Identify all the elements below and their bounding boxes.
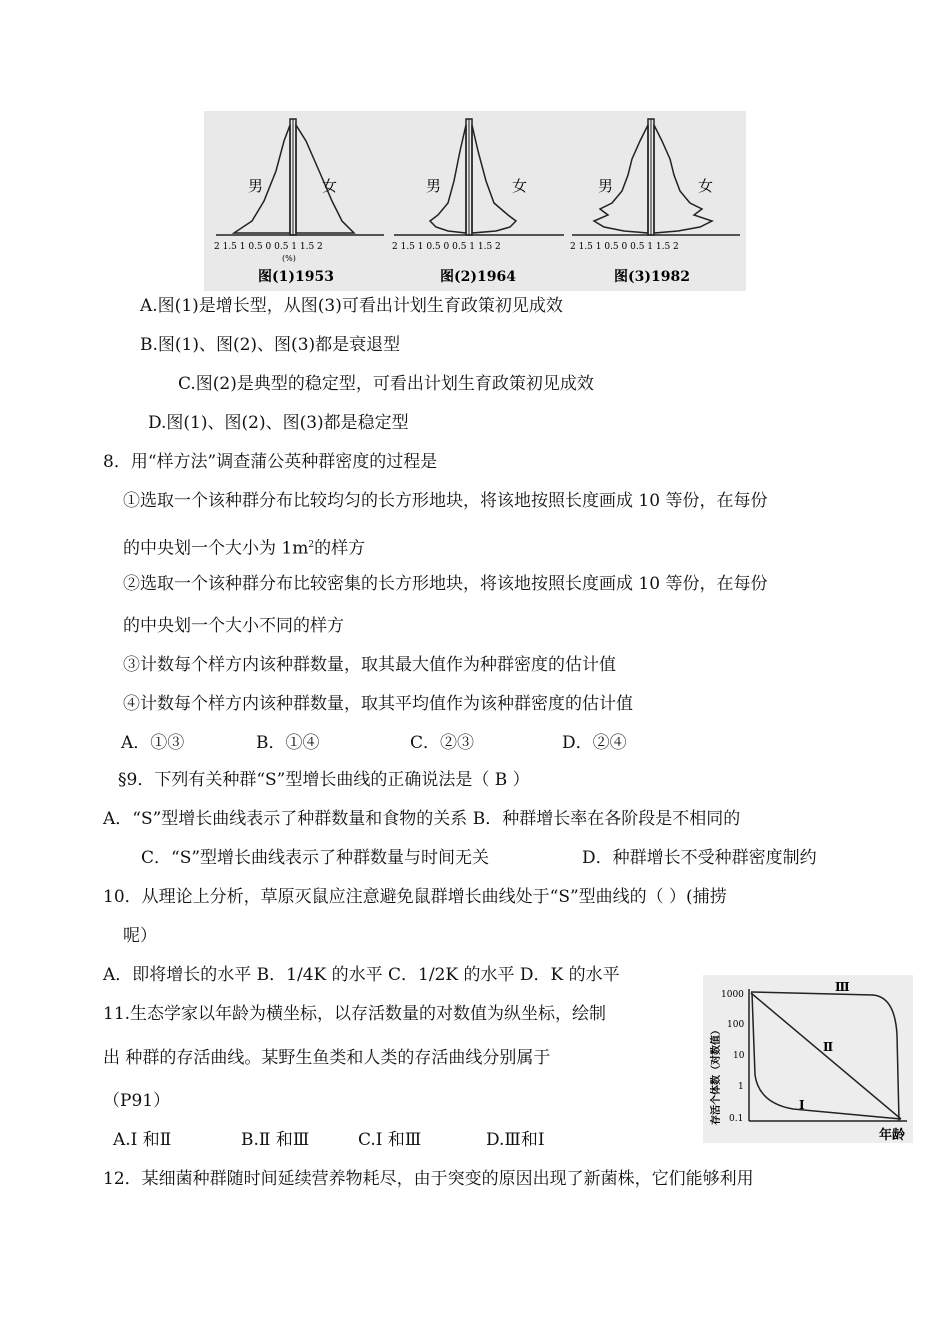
q8-statement-3: ③计数每个样方内该种群数量，取其最大值作为种群密度的估计值	[123, 655, 616, 675]
pyramids-svg	[204, 111, 746, 291]
q8-stem: 8．用“样方法”调查蒲公英种群密度的过程是	[103, 452, 438, 472]
q8-statement-1a: ①选取一个该种群分布比较均匀的长方形地块，将该地按照长度画成 10 等份，在每份	[123, 491, 768, 511]
pyramid-panel-1	[214, 119, 384, 285]
q11-option-a: A.Ⅰ 和Ⅱ	[113, 1130, 172, 1150]
survival-ytick-1000: 1000	[721, 990, 744, 1000]
q7-option-d: D.图(1)、图(2)、图(3)都是稳定型	[148, 413, 409, 433]
pyramid-panel-3	[570, 119, 740, 285]
q10-stem-line-2: 呢）	[123, 926, 157, 946]
q8-option-b: B．①④	[256, 733, 320, 753]
survival-label-II: Ⅱ	[823, 1040, 834, 1054]
pyramid-1-female: 女	[322, 177, 338, 195]
q8-statement-2a: ②选取一个该种群分布比较密集的长方形地块，将该地按照长度画成 10 等份，在每份	[123, 574, 768, 594]
q12-stem: 12．某细菌种群随时间延续营养物耗尽，由于突变的原因出现了新菌株，它们能够利用	[103, 1169, 754, 1189]
q11-option-b: B.Ⅱ 和Ⅲ	[241, 1130, 310, 1150]
q11-option-d: D.Ⅲ和Ⅰ	[486, 1130, 545, 1150]
q9-options-ab: A．“S”型增长曲线表示了种群数量和食物的关系 B．种群增长率在各阶段是不相同的	[103, 809, 741, 829]
pyramid-2-caption: 图(2)1964	[440, 269, 516, 285]
q9-option-d: D．种群增长不受种群密度制约	[582, 848, 817, 868]
pyramid-3-male: 男	[598, 177, 614, 195]
survival-xlabel: 年龄	[879, 1128, 906, 1143]
q9-option-c: C．“S”型增长曲线表示了种群数量与时间无关	[141, 848, 490, 868]
q11-stem-line-2: 出 种群的存活曲线。某野生鱼类和人类的存活曲线分别属于	[103, 1048, 551, 1068]
pyramid-3-caption: 图(3)1982	[614, 269, 690, 285]
survival-label-III: Ⅲ	[835, 980, 850, 994]
q11-stem-line-1: 11.生态学家以年龄为横坐标，以存活数量的对数值为纵坐标，绘制	[103, 1004, 607, 1024]
pyramid-1-caption: 图(1)1953	[258, 269, 334, 285]
survival-ytick-100: 100	[727, 1020, 745, 1030]
survival-curve-figure	[703, 975, 913, 1143]
pyramid-2-male: 男	[426, 177, 442, 195]
q7-option-a: A.图(1)是增长型，从图(3)可看出计划生育政策初见成效	[140, 296, 563, 316]
pyramid-1-male: 男	[248, 177, 264, 195]
q8-option-a: A．①③	[121, 733, 185, 753]
q7-option-b: B.图(1)、图(2)、图(3)都是衰退型	[140, 335, 401, 355]
pyramid-1-unit: (%)	[282, 254, 296, 263]
q8-option-c: C．②③	[410, 733, 475, 753]
q8-statement-1b-sup: 2	[308, 540, 315, 550]
q7-option-c: C.图(2)是典型的稳定型，可看出计划生育政策初见成效	[178, 374, 594, 394]
q8-statement-1b-post: 的样方	[314, 538, 366, 559]
q11-option-c: C.Ⅰ 和Ⅲ	[358, 1130, 422, 1150]
survival-ylabel: 存活个体数（对数值）	[711, 1025, 722, 1125]
pyramid-3-female: 女	[698, 177, 714, 195]
q8-statement-1b	[123, 534, 365, 560]
q8-statement-1b-pre: 的中央划一个大小为 1m	[123, 538, 309, 559]
pyramid-3-xticks: 2 1.5 1 0.5 0 0.5 1 1.5 2	[570, 242, 679, 252]
survival-svg	[703, 975, 913, 1143]
survival-ytick-0.1: 0.1	[729, 1114, 744, 1124]
survival-ytick-1: 1	[738, 1082, 744, 1092]
pyramid-1-xticks: 2 1.5 1 0.5 0 0.5 1 1.5 2	[214, 242, 323, 252]
q10-options: A．即将增长的水平 B．1/4K 的水平 C．1/2K 的水平 D．K 的水平	[103, 965, 620, 985]
q8-statement-4: ④计数每个样方内该种群数量，取其平均值作为该种群密度的估计值	[123, 694, 633, 714]
pyramid-panel-2	[392, 119, 564, 285]
pyramid-2-female: 女	[512, 177, 528, 195]
q11-stem-line-3: （P91）	[103, 1091, 171, 1111]
survival-label-I: Ⅰ	[799, 1098, 805, 1112]
q10-stem-line-1: 10．从理论上分析，草原灭鼠应注意避免鼠群增长曲线处于“S”型曲线的（ ）(捕捞	[103, 887, 727, 907]
q8-statement-2b: 的中央划一个大小不同的样方	[123, 616, 344, 636]
pyramid-2-xticks: 2 1.5 1 0.5 0 0.5 1 1.5 2	[392, 242, 501, 252]
q8-option-d: D．②④	[562, 733, 627, 753]
q9-stem: §9．下列有关种群“S”型增长曲线的正确说法是（ B ）	[118, 770, 530, 790]
population-pyramids-figure	[204, 111, 746, 291]
survival-ytick-10: 10	[733, 1051, 745, 1061]
